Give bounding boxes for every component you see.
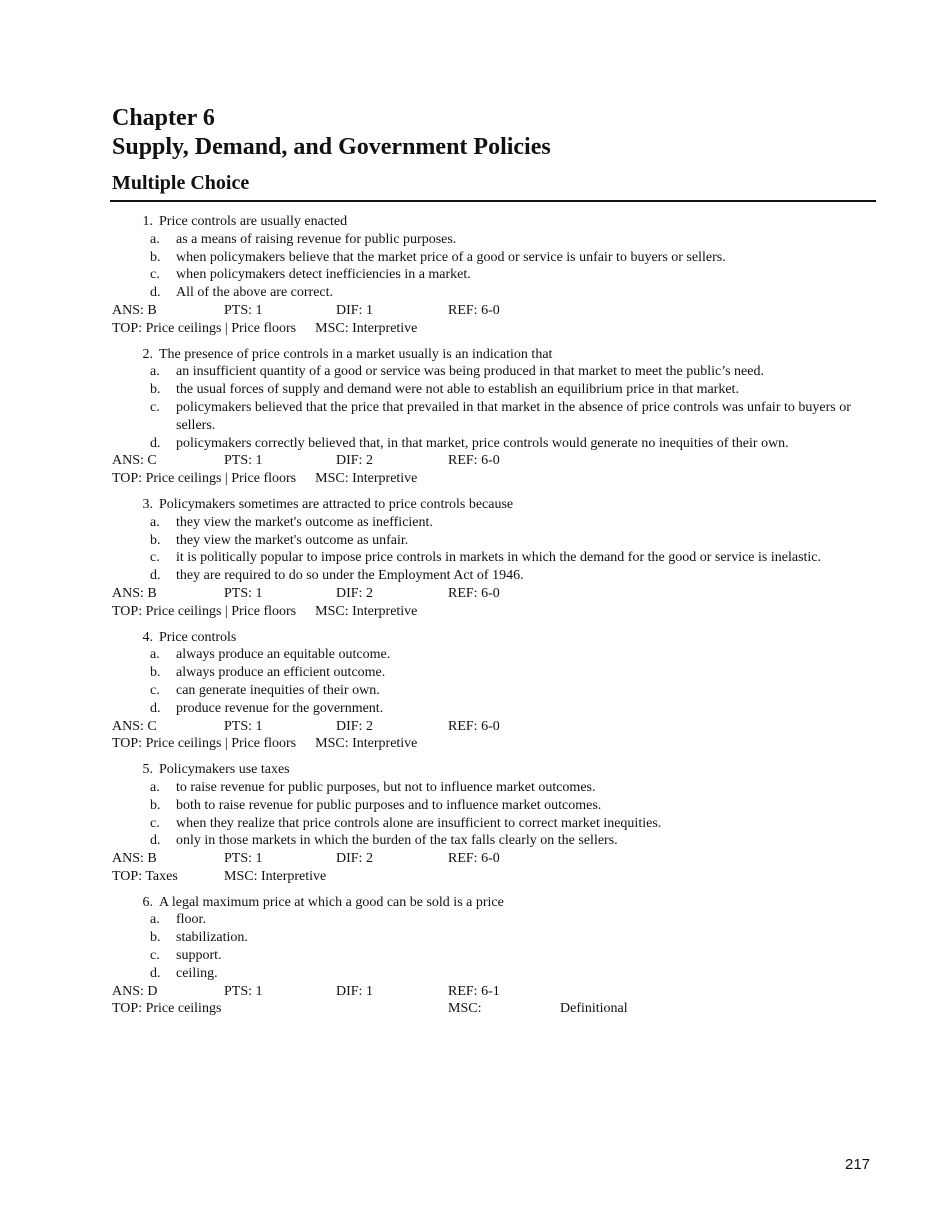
question-stem: The presence of price controls in a market usually is an indication that — [159, 346, 553, 362]
topic: TOP: Price ceilings | Price floors — [112, 736, 297, 752]
choice-b: b. always produce an efficient outcome. — [150, 665, 386, 681]
answer-meta — [112, 850, 876, 868]
choice-d: d. only in those markets in which the burden of the tax falls clearly on the sellers. — [150, 833, 618, 849]
question-5 — [112, 761, 876, 886]
question-4 — [112, 629, 876, 754]
question-number: 5. — [142, 762, 153, 778]
choice-a: a. they view the market's outcome as inefficient. — [150, 514, 433, 530]
choice-d: d. ceiling. — [150, 965, 218, 981]
msc: MSC: Interpretive — [315, 603, 418, 619]
msc-label: MSC: — [448, 1001, 482, 1017]
reference: REF: 6-0 — [448, 585, 500, 601]
difficulty: DIF: 2 — [336, 585, 373, 601]
choice-a: a. to raise revenue for public purposes, but not to influence market outcomes. — [150, 779, 596, 795]
choice-d: d. All of the above are correct. — [150, 285, 334, 301]
choice-list — [112, 646, 876, 717]
question-number: 2. — [142, 346, 153, 362]
msc: MSC: Interpretive — [315, 320, 418, 336]
question-stem: Policymakers sometimes are attracted to price controls because — [159, 496, 514, 512]
answer-meta — [112, 302, 876, 320]
question-number: 3. — [142, 496, 153, 512]
choice-b: b. they view the market's outcome as unfair. — [150, 532, 409, 548]
answer-meta — [112, 983, 876, 1001]
question-stem: Price controls are usually enacted — [159, 214, 348, 229]
page-number: 217 — [845, 1156, 871, 1173]
difficulty: DIF: 2 — [336, 851, 373, 867]
topic: TOP: Price ceilings — [112, 1001, 222, 1017]
choice-a: a. as a means of raising revenue for public purposes. — [150, 231, 457, 247]
question-3 — [112, 496, 876, 621]
section-divider — [110, 200, 876, 202]
choice-c: c. when they realize that price controls alone are insufficient to correct market inequities. — [150, 815, 662, 831]
reference: REF: 6-0 — [448, 718, 500, 734]
choice-d: d. they are required to do so under the Employment Act of 1946. — [150, 568, 524, 584]
points: PTS: 1 — [224, 585, 263, 601]
reference: REF: 6-0 — [448, 851, 500, 867]
question-number: 4. — [142, 629, 153, 645]
question-number: 1. — [142, 214, 153, 229]
choice-list — [112, 231, 876, 302]
msc: MSC: Interpretive — [315, 471, 418, 487]
reference: REF: 6-1 — [448, 983, 500, 999]
topic-meta — [112, 320, 876, 338]
topic: TOP: Price ceilings | Price floors — [112, 471, 297, 487]
choice-a: a. floor. — [150, 912, 206, 928]
question-number: 6. — [142, 894, 153, 910]
document-page — [112, 104, 876, 1018]
section-title: Multiple Choice — [112, 172, 250, 194]
answer-meta — [112, 718, 876, 736]
topic: TOP: Price ceilings | Price floors — [112, 320, 297, 336]
difficulty: DIF: 2 — [336, 718, 373, 734]
choice-list — [112, 514, 876, 585]
msc-value: Definitional — [560, 1001, 628, 1017]
choice-c: c. support. — [150, 948, 222, 964]
points: PTS: 1 — [224, 983, 263, 999]
msc: MSC: Interpretive — [224, 868, 327, 884]
answer-meta — [112, 585, 876, 603]
reference: REF: 6-0 — [448, 302, 500, 318]
choice-list — [112, 363, 876, 452]
points: PTS: 1 — [224, 851, 263, 867]
question-stem: Price controls — [159, 629, 237, 645]
points: PTS: 1 — [224, 718, 263, 734]
topic-meta — [112, 868, 876, 886]
answer-key: ANS: C — [112, 718, 157, 734]
question-1 — [112, 213, 876, 338]
choice-b: b. the usual forces of supply and demand were not able to establish an equilibrium price in that market. — [150, 382, 739, 398]
choice-b: b. when policymakers believe that the market price of a good or service is unfair to buyers or sellers. — [150, 249, 726, 265]
choice-c: c. it is politically popular to impose price controls in markets in which the demand for the good or service is inelastic. — [150, 550, 822, 566]
answer-key: ANS: B — [112, 302, 157, 318]
chapter-heading: Chapter 6 — [112, 105, 215, 131]
answer-key: ANS: B — [112, 851, 157, 867]
choice-list — [112, 911, 876, 982]
choice-c: c. when policymakers detect inefficiencies in a market. — [150, 267, 471, 283]
topic-meta — [112, 735, 876, 753]
topic: TOP: Price ceilings | Price floors — [112, 603, 297, 619]
difficulty: DIF: 1 — [336, 983, 373, 999]
question-stem: A legal maximum price at which a good can be sold is a price — [159, 894, 504, 910]
chapter-title: Supply, Demand, and Government Policies — [112, 134, 551, 160]
difficulty: DIF: 2 — [336, 453, 373, 469]
answer-meta — [112, 452, 876, 470]
choice-b: b. both to raise revenue for public purposes and to influence market outcomes. — [150, 797, 602, 813]
topic-meta — [112, 1000, 876, 1018]
msc: MSC: Interpretive — [315, 736, 418, 752]
question-stem: Policymakers use taxes — [159, 762, 290, 778]
choice-a: a. always produce an equitable outcome. — [150, 647, 391, 663]
choice-list — [112, 779, 876, 850]
answer-key: ANS: C — [112, 453, 157, 469]
choice-c: c. can generate inequities of their own. — [150, 682, 380, 698]
answer-key: ANS: D — [112, 983, 158, 999]
question-6 — [112, 894, 876, 1019]
reference: REF: 6-0 — [448, 453, 500, 469]
answer-key: ANS: B — [112, 585, 157, 601]
choice-d: d. produce revenue for the government. — [150, 700, 384, 716]
topic-meta — [112, 603, 876, 621]
choice-b: b. stabilization. — [150, 930, 248, 946]
points: PTS: 1 — [224, 453, 263, 469]
points: PTS: 1 — [224, 302, 263, 318]
choice-d: d. policymakers correctly believed that, in that market, price controls would generate no inequities of their own. — [150, 435, 789, 451]
choice-a: a. an insufficient quantity of a good or service was being produced in that market to meet the public’s need. — [150, 364, 764, 380]
difficulty: DIF: 1 — [336, 302, 373, 318]
choice-c: c. policymakers believed that the price that prevailed in that market in the absence of price controls was unfair to buyers or sellers. — [150, 399, 851, 433]
topic-meta — [112, 470, 876, 488]
question-2 — [112, 346, 876, 488]
topic: TOP: Taxes — [112, 868, 178, 884]
